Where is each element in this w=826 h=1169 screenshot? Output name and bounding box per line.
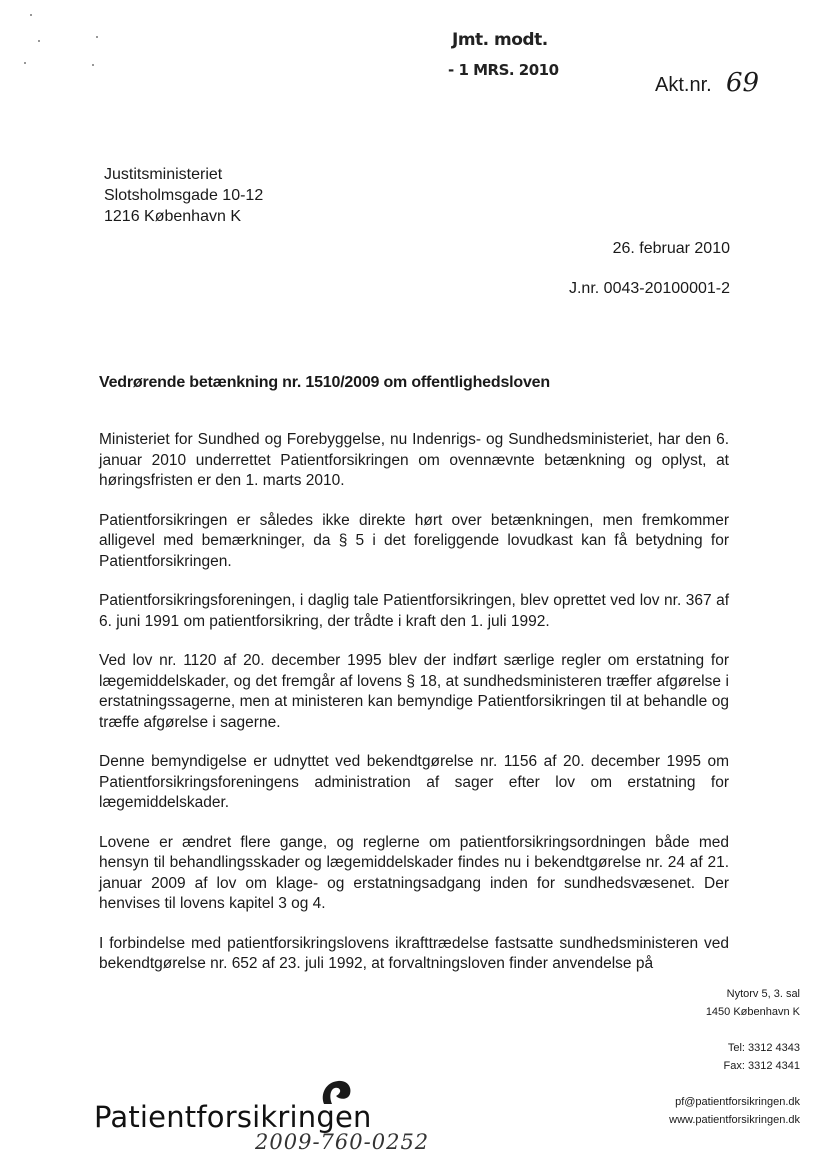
letter-body xyxy=(99,430,729,994)
recipient-city: 1216 København K xyxy=(104,208,241,225)
sender-contact xyxy=(669,985,800,1129)
sender-fax: Fax: 3312 4341 xyxy=(723,1060,800,1072)
sender-email: pf@patientforsikringen.dk xyxy=(675,1096,800,1108)
scan-speck xyxy=(96,36,98,38)
scan-speck xyxy=(30,14,32,16)
received-stamp-date: - 1 MRS. 2010 xyxy=(448,61,559,79)
scan-speck xyxy=(24,62,26,64)
letter-subject: Vedrørende betænkning nr. 1510/2009 om offentlighedsloven xyxy=(99,374,550,391)
scan-speck xyxy=(38,40,40,42)
letter-date: 26. februar 2010 xyxy=(612,240,730,257)
recipient-street: Slotsholmsgade 10-12 xyxy=(104,187,264,204)
akt-number: 69 xyxy=(726,68,760,98)
sender-street: Nytorv 5, 3. sal xyxy=(726,988,800,1000)
paragraph: Ved lov nr. 1120 af 20. december 1995 blev der indført særlige regler om erstatning for lægemiddelskader, og det fremgår af lovens § 18, at sundhedsministeren træffer afgørelse i erstatningssagerne, men at ministeren kan bemyndige Patientforsikringen til at behandle og træffe afgørelse i sagerne. xyxy=(99,652,729,731)
recipient-name: Justitsministeriet xyxy=(104,166,223,183)
akt-label: Akt.nr. xyxy=(655,74,712,96)
logo-wordmark: Patientforsikringen xyxy=(94,1100,372,1134)
sender-city: 1450 København K xyxy=(705,1006,800,1018)
paragraph: Denne bemyndigelse er udnyttet ved bekendtgørelse nr. 1156 af 20. december 1995 om Patientforsikringsforeningens administration af sager efter lov om erstatning for lægemiddelskader. xyxy=(99,753,729,811)
handwritten-reference: 2009-760-0252 xyxy=(255,1130,430,1154)
paragraph: Patientforsikringsforeningen, i daglig tale Patientforsikringen, blev oprettet ved lov nr. 367 af 6. juni 1991 om patientforsikring, der trådte i kraft den 1. juli 1992. xyxy=(99,592,729,630)
paragraph: Lovene er ændret flere gange, og reglerne om patientforsikringsordningen både med hensyn til behandlingsskader og lægemiddelskader findes nu i bekendtgørelse nr. 24 af 21. januar 2009 af lov om klage- og erstatningsadgang inden for sundhedsvæsenet. Der henvises til lovens kapitel 3 og 4. xyxy=(99,833,729,912)
sender-tel: Tel: 3312 4343 xyxy=(727,1042,800,1054)
paragraph: I forbindelse med patientforsikringslovens ikrafttrædelse fastsatte sundhedsministeren ved bekendtgørelse nr. 652 af 23. juli 1992, at forvaltningsloven finder anvendelse på xyxy=(99,934,729,972)
journal-number: J.nr. 0043-20100001-2 xyxy=(568,280,730,297)
sender-web: www.patientforsikringen.dk xyxy=(669,1114,800,1126)
paragraph: Ministeriet for Sundhed og Forebyggelse, nu Indenrigs- og Sundhedsministeriet, har den 6. januar 2010 underrettet Patientforsikringen om ovennævnte betænkning og oplyst, at høringsfristen er den 1. marts 2010. xyxy=(99,431,729,489)
recipient-address xyxy=(104,164,263,227)
scan-speck xyxy=(92,64,94,66)
received-stamp-label: Jmt. modt. xyxy=(452,30,548,50)
paragraph: Patientforsikringen er således ikke direkte hørt over betænkningen, men fremkommer alligevel med bemærkninger, da § 5 i det foreliggende lovudkast kan få betydning for Patientforsikringen. xyxy=(99,511,729,570)
